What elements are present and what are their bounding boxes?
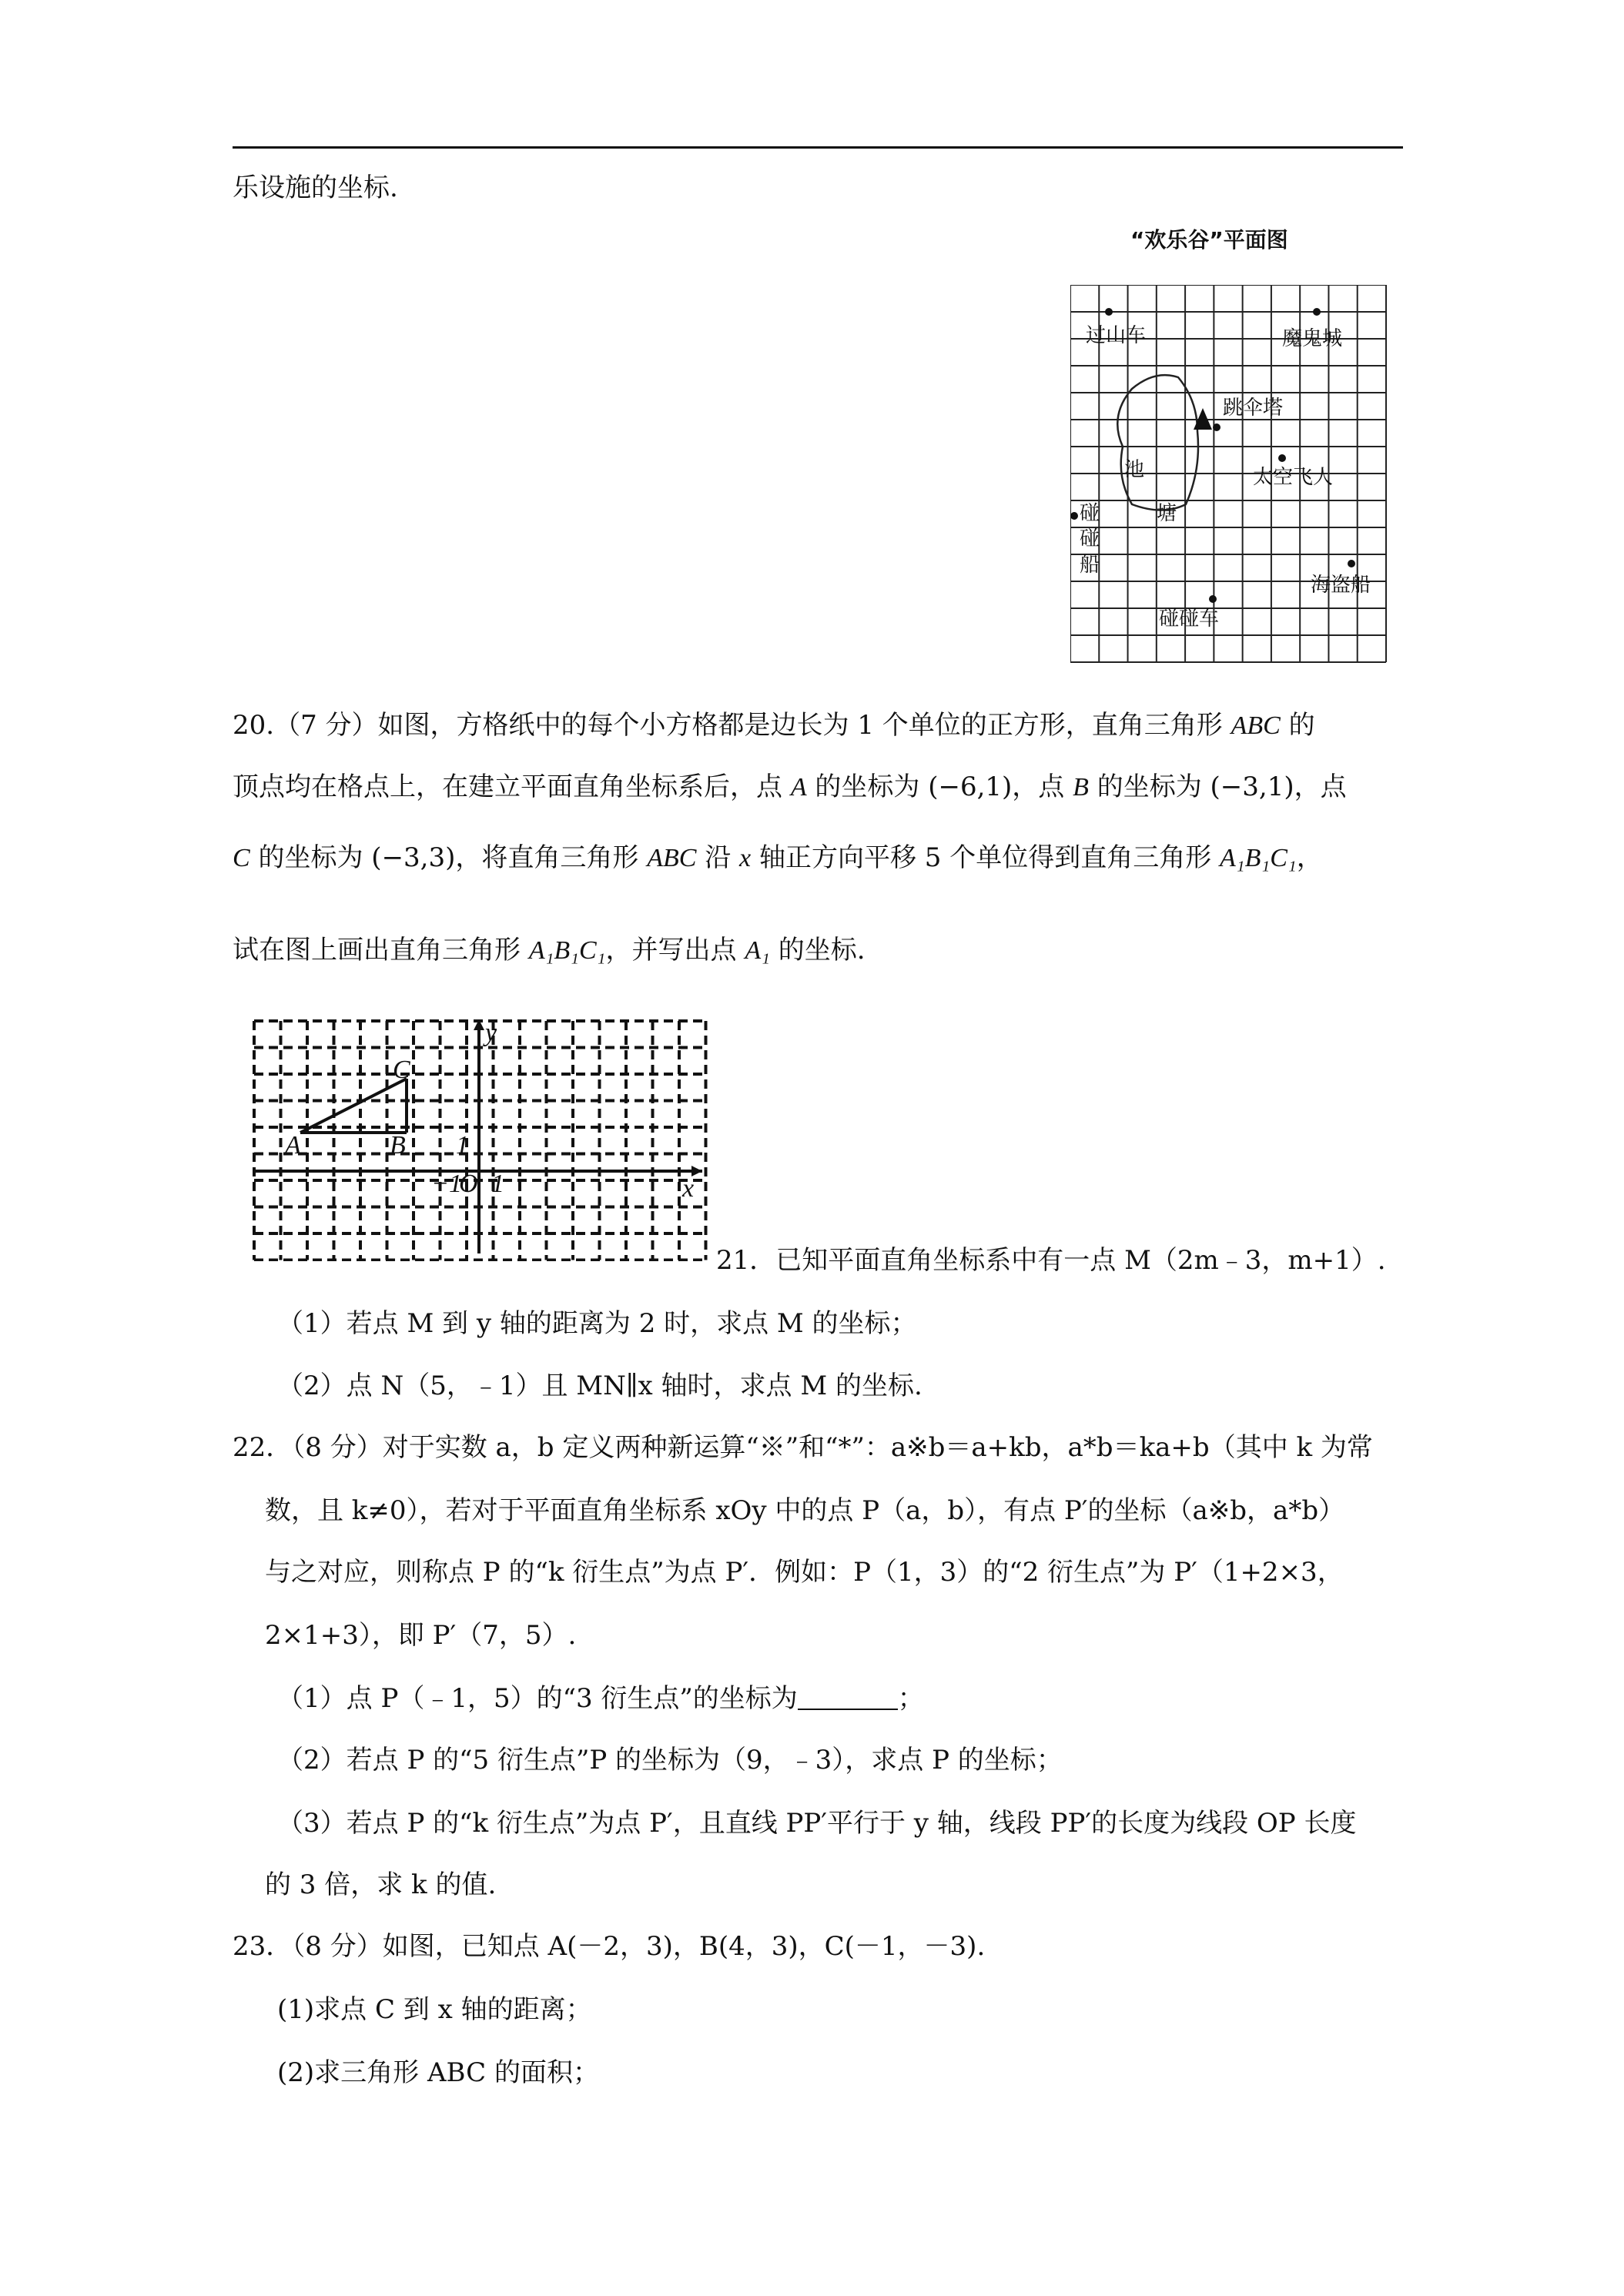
answer-blank[interactable] [798,1682,898,1710]
q21-part2: （2）点 N（5，﹣1）且 MN∥x 轴时，求点 M 的坐标. [277,1371,922,1401]
map-label-spaceman: 太空飞人 [1253,466,1334,489]
map-label-pirate: 海盗船 [1311,574,1371,597]
q22-line1: 22．（8 分）对于实数 a，b 定义两种新运算“※”和“*”：a※b＝a+kb，a*b＝ka+b（其中 k 为常 [233,1432,1373,1463]
map-label-bumper: 碰碰车 [1159,607,1220,631]
q20-line4: 试在图上画出直角三角形 A₁B₁C₁，并写出点 A₁ 的坐标. [233,935,866,966]
header-rule [233,146,1403,149]
label-x: x [682,1174,695,1203]
q22-part3-cont: 的 3 倍，求 k 的值. [265,1869,497,1900]
map-label-pond2: 塘 [1157,502,1177,525]
label-c: C [393,1056,410,1084]
bumper-dot [1209,595,1217,603]
pirate-dot [1348,560,1355,567]
map-label-parachute: 跳伞塔 [1223,397,1284,420]
label-origin: O [459,1170,478,1198]
label-a: A [285,1131,301,1160]
q22-part3: （3）若点 P 的“k 衍生点”为点 P′，且直线 PP′平行于 y 轴，线段 PP′的长度为线段 OP 长度 [277,1808,1357,1839]
q21-stem: 21．已知平面直角坐标系中有一点 M（2m﹣3，m+1）. [716,1245,1386,1276]
q23-stem: 23．（8 分）如图，已知点 A(－2，3)，B(4，3)，C(－1，－3). [233,1931,986,1962]
q22-part1: （1）点 P（﹣1，5）的“3 衍生点”的坐标为 ； [277,1683,924,1714]
q23-part1: (1)求点 C 到 x 轴的距离； [277,1994,592,2025]
label-b: B [390,1131,406,1160]
map-label-boat2: 碰 [1080,527,1100,551]
q20-line2: 顶点均在格点上，在建立平面直角坐标系后，点 A 的坐标为 (−6,1)，点 B 的坐标为 (−3,1)，点 [233,771,1347,802]
spaceman-dot [1278,454,1286,462]
q23-part2: (2)求三角形 ABC 的面积； [277,2057,599,2088]
label-neg-one: −1 [431,1170,462,1198]
coaster-dot [1105,308,1113,316]
pond-outline [1117,375,1198,510]
q22-part2: （2）若点 P 的“5 衍生点”P 的坐标为（9，﹣3），求点 P 的坐标； [277,1745,1063,1776]
map-label-boat3: 船 [1080,554,1100,577]
q20-line3: C 的坐标为 (−3,3)，将直角三角形 ABC 沿 x 轴正方向平移 5 个单位得到直角三角形 A₁B₁C₁， [233,842,1323,873]
triangle-side-ac [300,1079,407,1133]
label-one-y: 1 [456,1131,469,1160]
boat-dot [1070,512,1078,520]
parachute-dot [1213,423,1221,431]
q20-coordinate-grid [246,1015,708,1261]
label-y: y [485,1019,497,1047]
map-label-coaster: 过山车 [1086,324,1147,347]
q22-line4: 2×1+3），即 P′（7，5）. [265,1620,577,1651]
map-label-pond1: 池 [1124,458,1145,481]
q21-part1: （1）若点 M 到 y 轴的距离为 2 时，求点 M 的坐标； [277,1308,917,1339]
park-map [1070,285,1394,670]
q20-line1: 20.（7 分）如图，方格纸中的每个小方格都是边长为 1 个单位的正方形，直角三角形 ABC 的 [233,710,1315,741]
q19-tail: 乐设施的坐标. [233,172,398,203]
map-title: “欢乐谷”平面图 [1130,227,1288,253]
label-one-x: 1 [491,1170,504,1198]
map-label-devil: 魔鬼城 [1282,327,1343,350]
map-label-boat1: 碰 [1080,502,1100,525]
q22-line3: 与之对应，则称点 P 的“k 衍生点”为点 P′．例如：P（1，3）的“2 衍生点”为 P′（1+2×3， [265,1557,1344,1588]
q22-line2: 数，且 k≠0），若对于平面直角坐标系 xOy 中的点 P（a，b），有点 P′的坐标（a※b，a*b） [265,1495,1345,1526]
devil-dot [1313,308,1321,316]
